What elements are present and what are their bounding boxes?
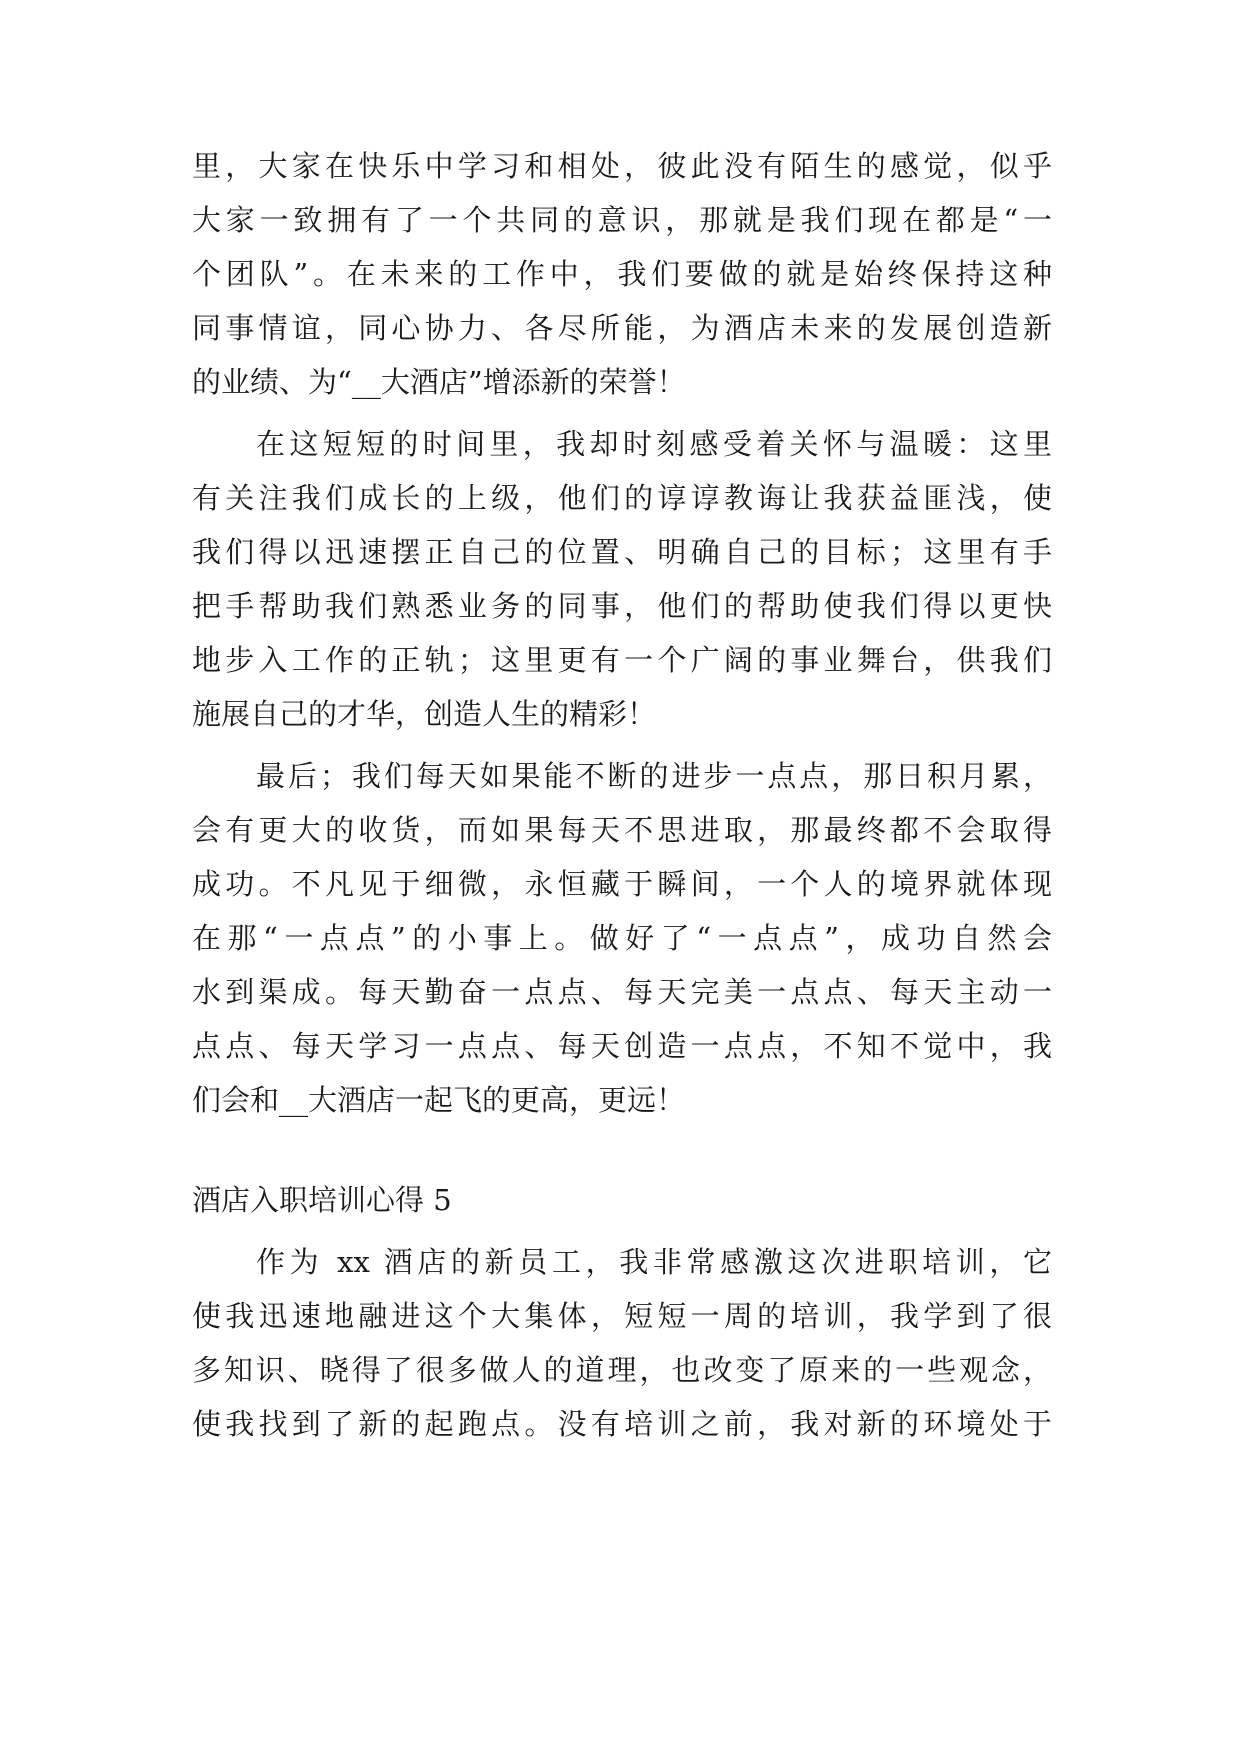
text-line: 作为 xx 酒店的新员工，我非常感激这次进职培训，它 (256, 1245, 1052, 1279)
text-line: 成功。不凡见于细微，永恒藏于瞬间，一个人的境界就体现 (192, 867, 1052, 901)
text-line: 我们得以迅速摆正自己的位置、明确自己的目标；这里有手 (192, 535, 1052, 569)
text-line: 个团队”。在未来的工作中，我们要做的就是始终保持这种 (192, 257, 1052, 291)
text-line: 水到渠成。每天勤奋一点点、每天完美一点点、每天主动一 (192, 975, 1052, 1009)
text-line: 最后；我们每天如果能不断的进步一点点，那日积月累， (256, 759, 1052, 793)
text-line: 们会和__大酒店一起飞的更高，更远！ (192, 1083, 686, 1117)
text-line: 会有更大的收货，而如果每天不思进取，那最终都不会取得 (192, 813, 1052, 847)
text-line: 使我迅速地融进这个大集体，短短一周的培训，我学到了很 (192, 1299, 1052, 1333)
text-line: 在这短短的时间里，我却时刻感受着关怀与温暖：这里 (256, 427, 1052, 461)
text-line: 使我找到了新的起跑点。没有培训之前，我对新的环境处于 (192, 1407, 1052, 1441)
text-line: 的业绩、为“__大酒店”增添新的荣誉！ (192, 365, 686, 399)
text-line: 地步入工作的正轨；这里更有一个广阔的事业舞台，供我们 (192, 643, 1052, 677)
text-line: 多知识、晓得了很多做人的道理，也改变了原来的一些观念， (192, 1353, 1052, 1387)
text-line: 把手帮助我们熟悉业务的同事，他们的帮助使我们得以更快 (192, 589, 1052, 623)
text-line: 在那“一点点”的小事上。做好了“一点点”，成功自然会 (192, 921, 1052, 955)
text-line: 施展自己的才华，创造人生的精彩！ (192, 697, 657, 731)
text-line: 里，大家在快乐中学习和相处，彼此没有陌生的感觉，似乎 (192, 149, 1052, 183)
text-line: 有关注我们成长的上级，他们的谆谆教诲让我获益匪浅，使 (192, 481, 1052, 515)
text-line: 同事情谊，同心协力、各尽所能，为酒店未来的发展创造新 (192, 311, 1052, 345)
text-line: 点点、每天学习一点点、每天创造一点点，不知不觉中，我 (192, 1029, 1052, 1063)
section-heading: 酒店入职培训心得 5 (192, 1183, 452, 1217)
text-line: 大家一致拥有了一个共同的意识，那就是我们现在都是“一 (192, 203, 1052, 237)
